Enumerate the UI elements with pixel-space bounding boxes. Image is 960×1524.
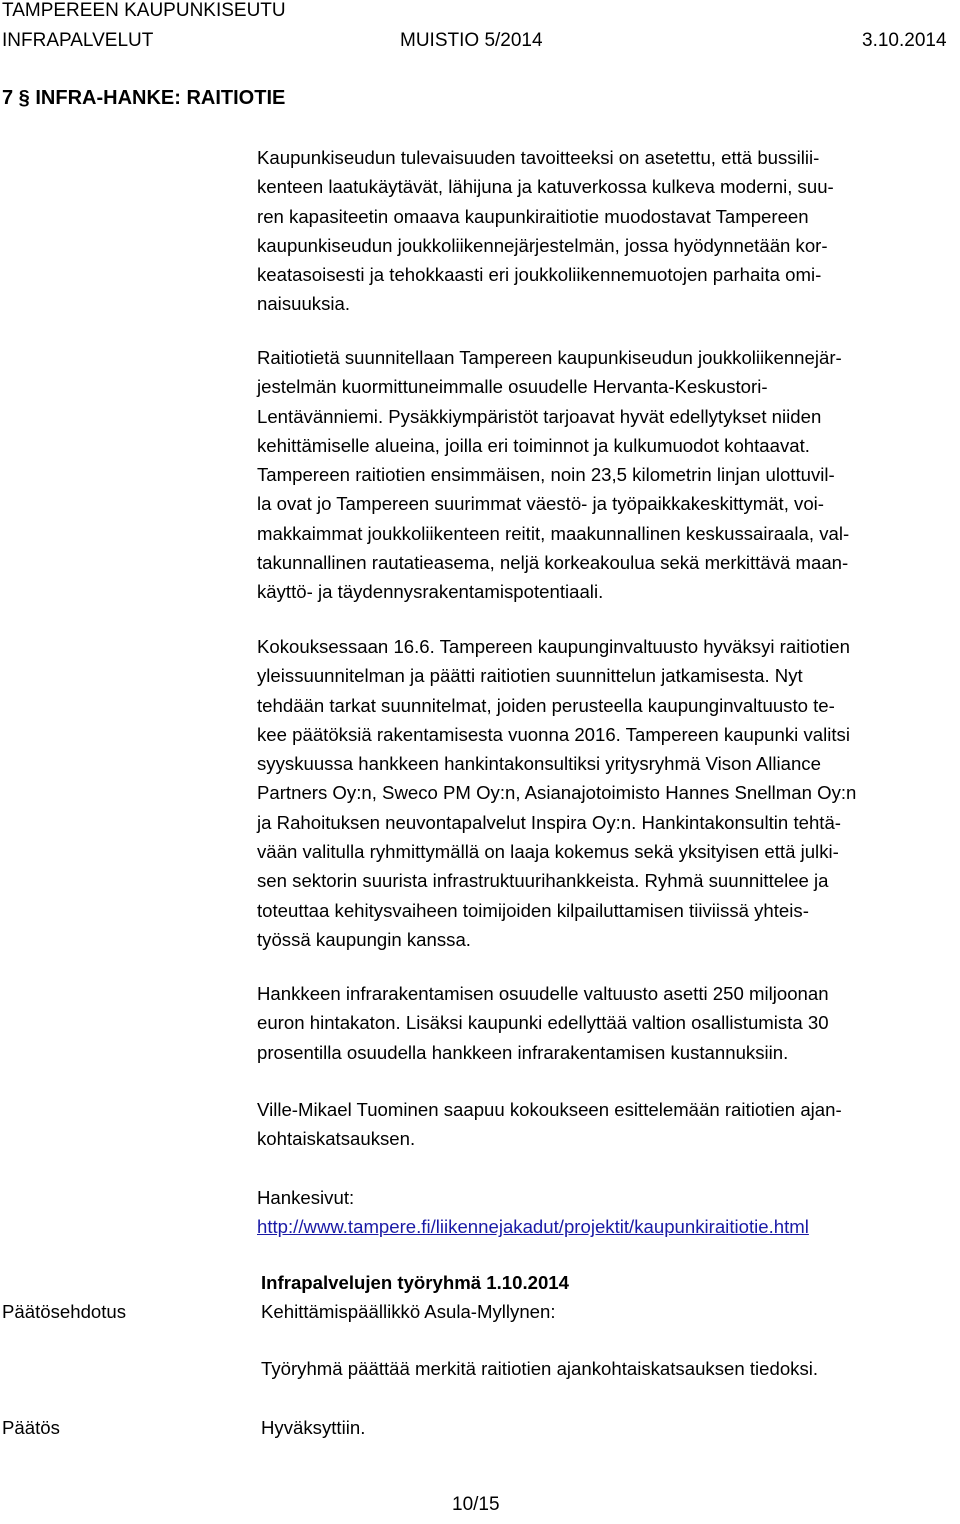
organization-name: TAMPEREEN KAUPUNKISEUTU [2, 0, 286, 21]
text-line: sen sektorin suurista infrastruktuurihankkeista. Ryhmä suunnittelee ja [257, 870, 829, 892]
working-group-heading: Infrapalvelujen työryhmä 1.10.2014 [261, 1272, 569, 1293]
project-pages-link[interactable]: http://www.tampere.fi/liikennejakadut/projektit/kaupunkiraitiotie.html [257, 1216, 809, 1238]
proposal-label: Päätösehdotus [2, 1301, 127, 1322]
memo-number: MUISTIO 5/2014 [400, 30, 543, 51]
text-line: Tampereen raitiotien ensimmäisen, noin 23,5 kilometrin linjan ulottuvil- [257, 464, 835, 486]
text-line: kehittämiselle alueina, joilla eri toiminnot ja kulkumuodot kohtaavat. [257, 434, 810, 456]
text-line: naisuuksia. [257, 293, 351, 315]
text-line: Raitiotietä suunnitellaan Tampereen kaupunkiseudun joukkoliikennejär- [257, 347, 842, 368]
text-line: Lentävänniemi. Pysäkkiympäristöt tarjoavat hyvät edellytykset niiden [257, 405, 822, 427]
text-line: ren kapasiteetin omaava kaupunkiraitiotie muodostavat Tampereen [257, 205, 809, 227]
project-pages [257, 1183, 809, 1242]
decision-text: Hyväksyttiin. [261, 1417, 366, 1438]
text-line: euron hintakaton. Lisäksi kaupunki edellyttää valtion osallistumista 30 [257, 1012, 829, 1034]
decision-label: Päätös [2, 1417, 60, 1438]
proposal-text: Työryhmä päättää merkitä raitiotien ajankohtaiskatsauksen tiedoksi. [261, 1358, 819, 1379]
text-line: Hankkeen infrarakentamisen osuudelle valtuusto asetti 250 miljoonan [257, 983, 829, 1004]
text-line: keatasoisesti ja tehokkaasti eri joukkoliikennemuotojen parhaita omi- [257, 264, 822, 286]
paragraph-goals [257, 143, 834, 319]
text-line: käyttö- ja täydennysrakentamispotentiaali. [257, 581, 604, 603]
paragraph-presenter [257, 1095, 842, 1154]
text-line: kee päätöksiä rakentamisesta vuonna 2016. Tampereen kaupunki valitsi [257, 723, 850, 745]
text-line: vään valitulla ryhmittymällä on laaja kokemus sekä yksityisen että julki- [257, 841, 839, 863]
text-line: yleissuunnitelman ja päätti raitiotien suunnittelun jatkamisesta. Nyt [257, 665, 803, 687]
text-line: kaupunkiseudun joukkoliikennejärjestelmän, jossa hyödynnetään kor- [257, 234, 828, 256]
text-line: kenteen laatukäytävät, lähijuna ja katuverkossa kulkeva moderni, suu- [257, 176, 834, 198]
paragraph-route [257, 343, 849, 607]
text-line: jestelmän kuormittuneimmalle osuudelle Hervanta-Keskustori- [257, 376, 768, 398]
text-line: la ovat jo Tampereen suurimmat väestö- ja työpaikkakeskittymät, voi- [257, 493, 824, 515]
text-line: takunnallinen rautatieasema, neljä korkeakoulua sekä merkittävä maan- [257, 552, 849, 574]
text-line: kohtaiskatsauksen. [257, 1128, 416, 1150]
text-line: Kaupunkiseudun tulevaisuuden tavoitteeksi on asetettu, että bussilii- [257, 147, 820, 168]
text-line: Partners Oy:n, Sweco PM Oy:n, Asianajotoimisto Hannes Snellman Oy:n [257, 782, 857, 804]
text-line: makkaimmat joukkoliikenteen reitit, maakunnallinen keskussairaala, val- [257, 522, 850, 544]
paragraph-council-decision [257, 632, 856, 954]
section-title: 7 § INFRA-HANKE: RAITIOTIE [2, 87, 286, 109]
text-line: Ville-Mikael Tuominen saapuu kokoukseen esittelemään raitiotien ajan- [257, 1099, 842, 1120]
page-number: 10/15 [452, 1494, 500, 1515]
text-line: työssä kaupungin kanssa. [257, 928, 471, 950]
department-name: INFRAPALVELUT [2, 30, 154, 51]
paragraph-budget [257, 979, 829, 1067]
text-line: ja Rahoituksen neuvontapalvelut Inspira Oy:n. Hankintakonsultin tehtä- [257, 811, 841, 833]
text-line: Kokouksessaan 16.6. Tampereen kaupunginvaltuusto hyväksyi raitiotien [257, 636, 850, 657]
text-line: toteuttaa kehitysvaiheen toimijoiden kilpailuttamisen tiiviissä yhteis- [257, 899, 809, 921]
project-pages-label: Hankesivut: [257, 1187, 355, 1208]
text-line: syyskuussa hankkeen hankintakonsultiksi yritysryhmä Vison Alliance [257, 753, 821, 775]
text-line: tehdään tarkat suunnitelmat, joiden perusteella kaupunginvaltuusto te- [257, 694, 835, 716]
text-line: prosentilla osuudella hankkeen infrarakentamisen kustannuksiin. [257, 1041, 789, 1063]
memo-date: 3.10.2014 [862, 30, 947, 51]
presenter-line: Kehittämispäällikkö Asula-Myllynen: [261, 1301, 556, 1322]
